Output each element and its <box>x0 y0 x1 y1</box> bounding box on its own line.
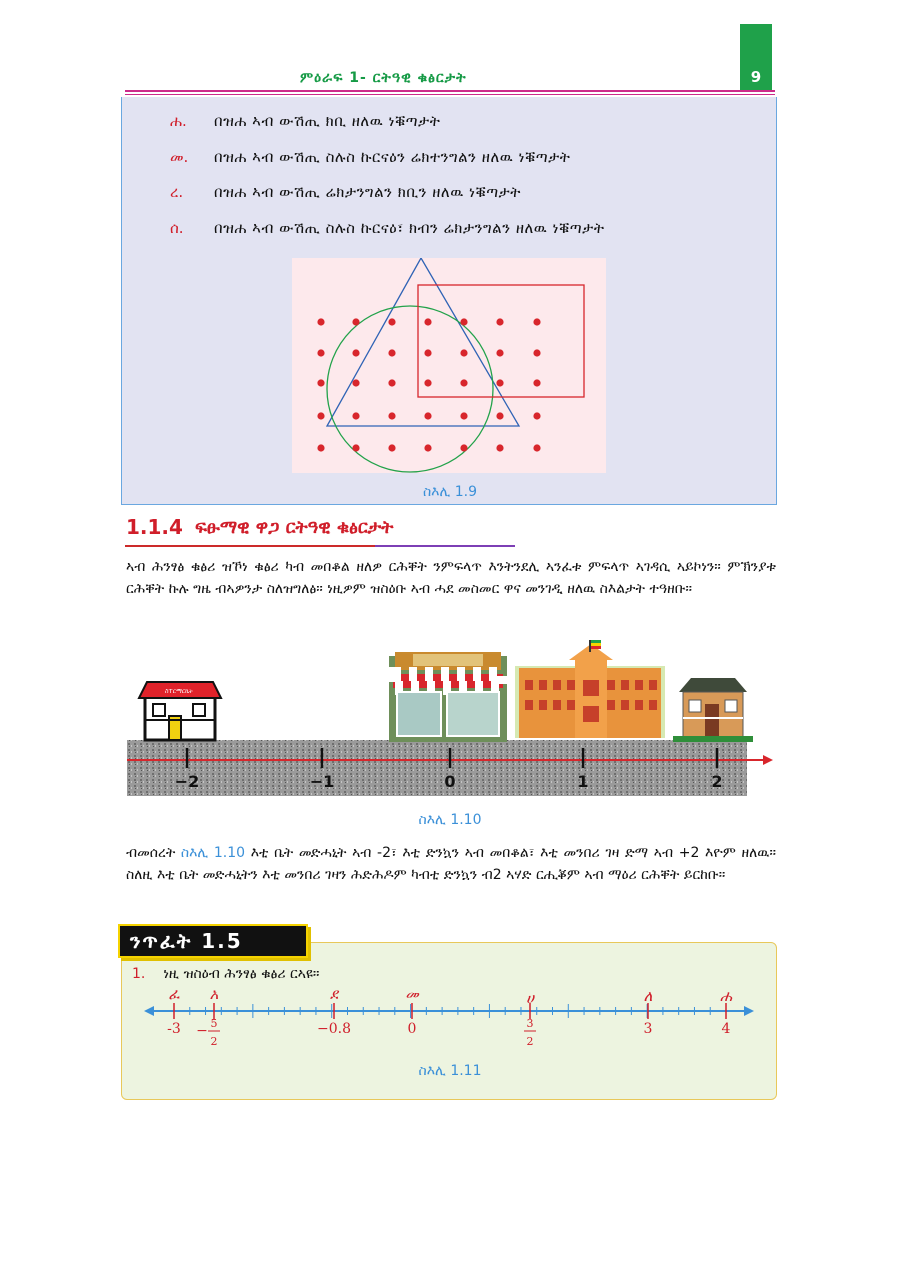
page-number: 9 <box>750 68 762 86</box>
activity-badge <box>118 924 308 958</box>
exercise-item <box>170 148 570 166</box>
fraction-numerator: 3 <box>526 1017 534 1030</box>
tick-value: 3 <box>643 1021 653 1037</box>
item-text: በዝሐ ኣብ ውሽጢ ስሉስ ኩርናዕን ሬክተንግልን ዘለዉ ነቑጣታት <box>214 148 571 166</box>
fraction-numerator: 5 <box>210 1017 218 1030</box>
dot <box>460 444 467 451</box>
dot <box>460 349 467 356</box>
header-rule <box>125 90 775 92</box>
dot <box>352 318 359 325</box>
dot <box>460 412 467 419</box>
tick-value: 4 <box>721 1021 731 1037</box>
paragraph-text: እቲ ቤት መድሓኒት ኣብ -2፣ እቲ ድንኳን ኣብ መበቆል፣ እቲ መንበሪ ገዛ ድማ ኣብ +2 እዮም ዘለዉ። ስለዚ እቲ ቤት መድሓኒትን እቲ መንበሪ ገዛን ሕድሕዶም ካብቲ ድንኳን ብ2 ኣሃድ ርሒቖም ኣብ ማዕሪ ርሕቐት ይርከቡ። <box>126 845 776 883</box>
dot <box>533 444 540 451</box>
paragraph: ኣብ ሕንፃፅ ቁፅሪ ዝኾነ ቁፅሪ ካብ መበቆል ዘለዎ ርሕቐት ንምፍላጥ እንትንደሊ ኣንፈቱ ምፍላጥ ኣገዳሲ ኣይኮነን። ምኽንያቱ ርሕቐት ኩሉ ግዜ ብኣዎንታ ስለዝግለፅ። ነዚዎም ዝስዕቡ ኣብ ሓደ መስመር ዋና መንገዲ ዘለዉ ስእልታት ተዓዘቡ። <box>126 559 776 597</box>
dot <box>352 379 359 386</box>
dot <box>496 318 503 325</box>
dot <box>388 412 395 419</box>
dot <box>533 318 540 325</box>
dot <box>317 318 324 325</box>
dot <box>317 444 324 451</box>
activity-title: ንጥፈት 1.5 <box>130 929 243 953</box>
point-letter: ደ <box>329 985 339 1003</box>
item-text: በዝሐ ኣብ ውሽጢ ስሉስ ኩርናዕ፣ ክብን ሬክታንግልን ዘለዉ ነቑጣታት <box>214 219 605 237</box>
venn-dot-figure <box>292 258 606 473</box>
dot <box>317 412 324 419</box>
dot <box>388 444 395 451</box>
activity-question <box>132 966 319 982</box>
paragraph <box>126 842 776 886</box>
dot <box>424 349 431 356</box>
exercise-item <box>170 183 521 201</box>
point-letter: ለ <box>643 987 653 1005</box>
dot <box>496 412 503 419</box>
tick-label: −1 <box>309 772 335 791</box>
header-rule-thin <box>125 94 775 95</box>
tick-value: 0 <box>407 1021 417 1037</box>
section-underline-accent <box>375 545 515 547</box>
point-letter: ሐ <box>719 987 733 1005</box>
minus-sign: − <box>196 1023 208 1039</box>
item-label: ሰ. <box>170 219 184 237</box>
dot <box>496 379 503 386</box>
dot <box>317 349 324 356</box>
dot <box>496 444 503 451</box>
exercise-item <box>170 219 604 237</box>
section-title: ፍፁማዊ ዋጋ ርትዓዊ ቁፅርታት <box>195 517 394 538</box>
arrow-right-icon <box>744 1006 754 1016</box>
pharmacy-sign: ስፐርማርኬት <box>165 688 193 695</box>
dot <box>533 349 540 356</box>
kiosk-icon <box>389 652 507 742</box>
item-text: በዝሐ ኣብ ውሽጢ ሬክታንግልን ክቢን ዘለዉ ነቑጣታት <box>214 183 521 201</box>
number-line-figure <box>140 985 760 1060</box>
exercise-item <box>170 112 440 130</box>
tick-value: -3 <box>167 1021 181 1037</box>
residential-house-icon <box>673 678 753 742</box>
paragraph-text: ብመሰረት <box>126 845 181 861</box>
dot <box>424 444 431 451</box>
item-text: በዝሐ ኣብ ውሽጢ ክቢ ዘለዉ ነቑጣታት <box>214 112 441 130</box>
arrow-left-icon <box>144 1006 154 1016</box>
tick-values <box>167 1017 730 1048</box>
fraction-denominator: 2 <box>526 1035 534 1048</box>
item-label: መ. <box>170 148 189 166</box>
dot <box>352 412 359 419</box>
item-label: ሐ. <box>170 112 187 130</box>
section-underline <box>125 545 375 547</box>
figure-caption: ስእሊ 1.9 <box>422 484 478 500</box>
pharmacy-house-icon <box>139 682 221 740</box>
tick-label: −2 <box>174 772 200 791</box>
dot <box>388 349 395 356</box>
dot <box>460 318 467 325</box>
figure-link[interactable]: ስእሊ 1.10 <box>180 845 246 861</box>
point-letter: ፈ <box>168 985 180 1003</box>
dot <box>533 412 540 419</box>
road <box>127 740 747 796</box>
dot <box>533 379 540 386</box>
point-letters <box>168 985 733 1007</box>
point-letter: አ <box>209 985 219 1003</box>
chapter-title: ምዕራፍ 1- ርትዓዊ ቁፅርታት <box>300 70 467 86</box>
figure-caption: ስእሊ 1.10 <box>418 812 482 828</box>
item-label: ረ. <box>170 183 184 201</box>
street-number-line-figure <box>127 640 775 800</box>
building-icon <box>515 640 665 738</box>
question-text: ነዚ ዝስዕብ ሕንፃፅ ቁፅሪ ርኣዩ። <box>163 966 320 982</box>
dot <box>352 444 359 451</box>
dot <box>352 349 359 356</box>
dot <box>496 349 503 356</box>
question-number: 1. <box>132 966 146 982</box>
dot <box>460 379 467 386</box>
dot <box>317 379 324 386</box>
tick-label: 0 <box>444 772 456 791</box>
point-letter: ሀ <box>526 989 534 1007</box>
tick-value: −0.8 <box>317 1021 351 1037</box>
dot <box>388 318 395 325</box>
tick-label: 1 <box>577 772 589 791</box>
dot <box>424 318 431 325</box>
arrow-icon <box>763 755 773 765</box>
tick-label: 2 <box>711 772 723 791</box>
dot <box>424 412 431 419</box>
fraction-denominator: 2 <box>210 1035 218 1048</box>
figure-caption: ስእሊ 1.11 <box>418 1063 482 1079</box>
point-letter: መ <box>405 985 419 1003</box>
section-number: 1.1.4 <box>126 515 183 539</box>
dot <box>388 379 395 386</box>
dot <box>424 379 431 386</box>
